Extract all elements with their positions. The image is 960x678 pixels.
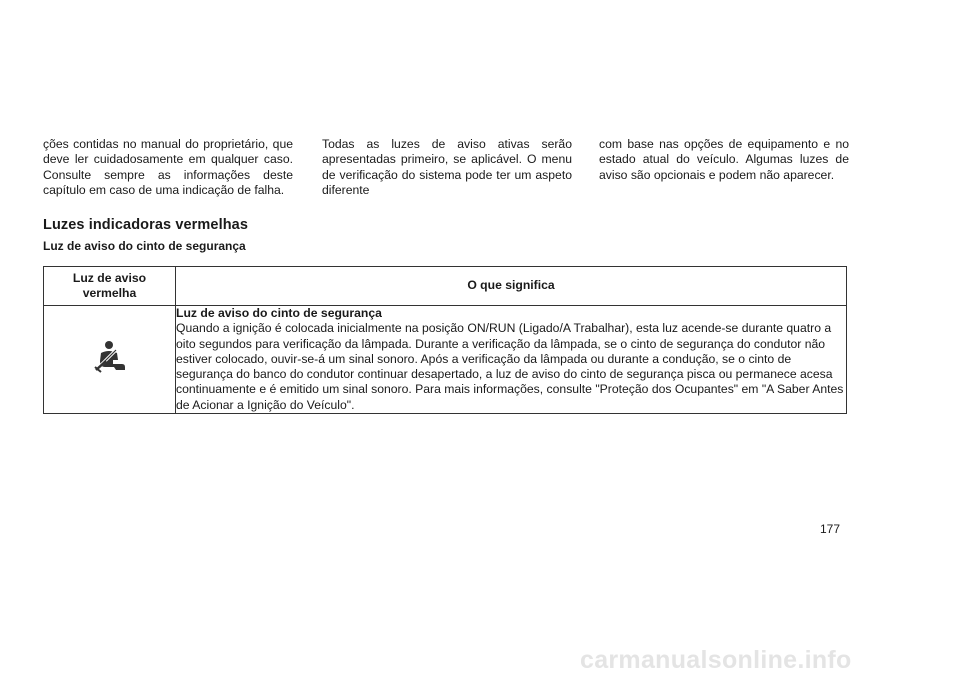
seatbelt-warning-icon	[92, 340, 128, 374]
description-cell	[176, 306, 847, 414]
icon-cell	[44, 306, 176, 414]
text-column-3: com base nas opções de equipamento e no estado atual do veículo. Algumas luzes de aviso são opcionais e podem não aparecer.	[599, 137, 849, 182]
section-title: Luzes indicadoras vermelhas	[43, 217, 248, 233]
subsection-title: Luz de aviso do cinto de segurança	[43, 239, 246, 253]
header-meaning: O que significa	[176, 267, 847, 306]
header-warning-light	[44, 267, 176, 306]
header-warning-light-label: Luz de aviso vermelha	[72, 270, 147, 300]
table-header-row	[44, 267, 847, 306]
text-column-2: Todas as luzes de aviso ativas serão apresentadas primeiro, se aplicável. O menu de verificação do sistema pode ter um aspeto diferente	[322, 137, 572, 197]
description-text: Quando a ignição é colocada inicialmente na posição ON/RUN (Ligado/A Trabalhar), esta luz acende-se durante quatro a oito segundos para verificação da lâmpada. Durante a verificação da lâmpada, se o cinto de segurança do condutor não estiver colocado, ouvir-se-á um sinal sonoro. Após a verificação da lâmpada ou durante a condução, se o cinto de segurança do banco do condutor continuar desapertado, a luz de aviso do cinto de segurança pisca ou permanece acesa continuamente e é emitido um sinal sonoro. Para mais informações, consulte "Proteção dos Ocupantes" em "A Saber Antes de Acionar a Ignição do Veículo".	[176, 321, 844, 412]
description-title: Luz de aviso do cinto de segurança	[176, 306, 382, 320]
table-row	[44, 306, 847, 414]
text-column-1: ções contidas no manual do proprietário, que deve ler cuidadosamente em qualquer caso. Consulte sempre as informações deste capítulo em caso de uma indicação de falha.	[43, 137, 293, 197]
warning-light-table	[43, 266, 847, 414]
page-number: 177	[820, 522, 841, 536]
watermark: carmanualsonline.info	[580, 646, 852, 674]
